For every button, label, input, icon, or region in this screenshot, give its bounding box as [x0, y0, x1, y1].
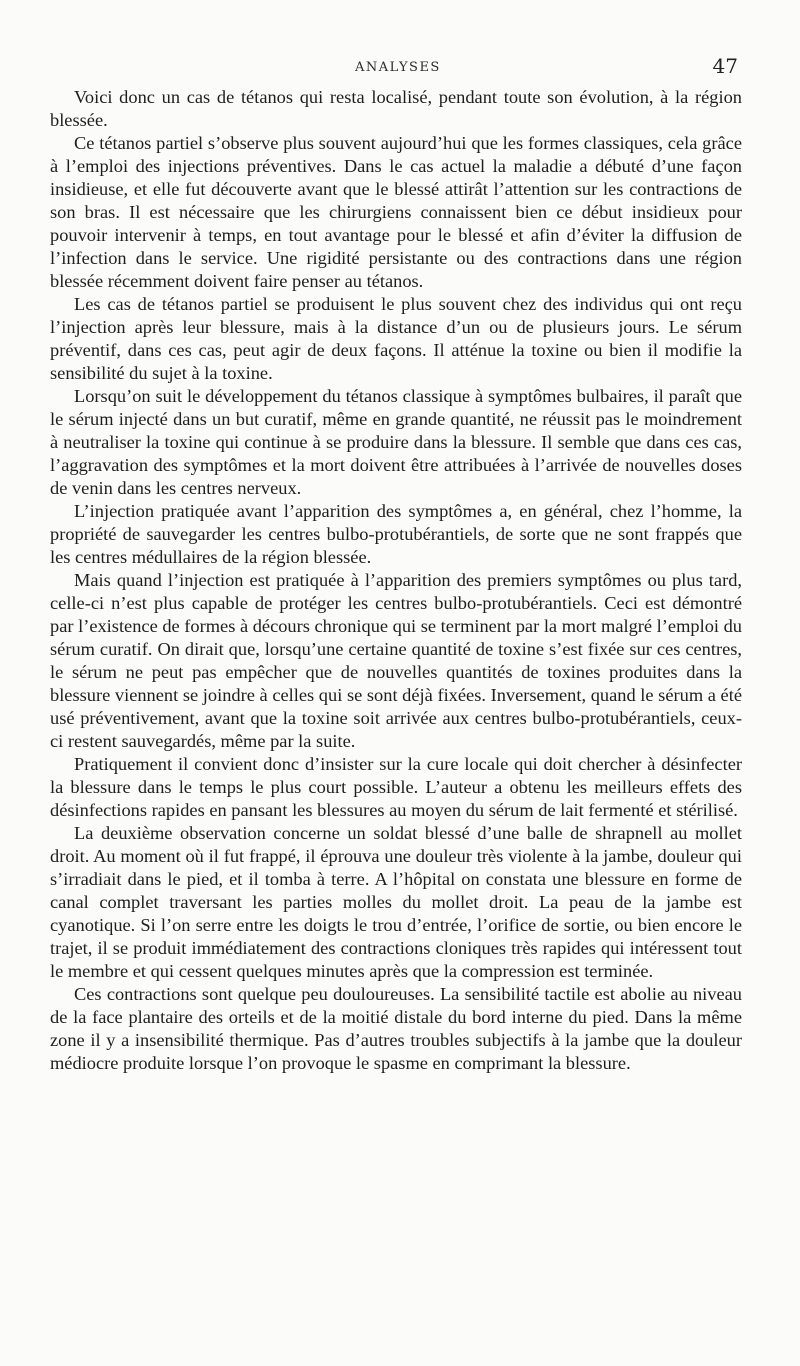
paragraph-2: Ce tétanos partiel s’observe plus souvent aujourd’hui que les formes classiques, cela grâce à l’emploi des injections préventives. Dans le cas actuel la maladie a débuté d’une façon insidieuse, et elle fut découverte avant que le blessé attirât l’attention sur les contractions de son bras. Il est nécessaire que les chirurgiens connaissent bien ce début insidieux pour pouvoir intervenir à temps, en tout avantage pour le blessé et afin d’éviter la diffusion de l’infection dans le service. Une rigidité persistante ou des contractions dans une région blessée récemment doivent faire penser au tétanos.: [50, 133, 742, 291]
paragraph-7: Pratiquement il convient donc d’insister sur la cure locale qui doit chercher à désinfecter la blessure dans le temps le plus court possible. L’auteur a obtenu les meilleurs effets des désinfections rapides en pansant les blessures au moyen du sérum de lait fermenté et stérilisé.: [50, 754, 742, 820]
paragraph-5: L’injection pratiquée avant l’apparition des symptômes a, en général, chez l’homme, la propriété de sauvegarder les centres bulbo-protubérantiels, de sorte que ne sont frappés que les centres médullaires de la région blessée.: [50, 501, 742, 567]
header-title: ANALYSES: [355, 60, 441, 75]
paragraph-1: Voici donc un cas de tétanos qui resta localisé, pendant toute son évolution, à la région blessée.: [50, 87, 742, 130]
paragraph-8: La deuxième observation concerne un soldat blessé d’une balle de shrapnell au mollet droit. Au moment où il fut frappé, il éprouva une douleur très violente à la jambe, douleur qui s’irradiait dans le pied, et il tomba à terre. A l’hôpital on constata une blessure en forme de canal complet traversant les parties molles du mollet droit. La peau de la jambe est cyanotique. Si l’on serre entre les doigts le trou d’entrée, l’orifice de sortie, ou bien encore le trajet, il se produit immédiatement des contractions cloniques très rapides qui intéressent tout le membre et qui cessent quelques minutes après que la compression est terminée.: [50, 823, 742, 981]
body-text: [50, 86, 742, 1075]
paragraph-4: Lorsqu’on suit le développement du tétanos classique à symptômes bulbaires, il paraît que le sérum injecté dans un but curatif, même en grande quantité, ne réussit pas le moindrement à neutraliser la toxine qui continue à se produire dans la blessure. Il semble que dans ces cas, l’aggravation des symptômes et la mort doivent être attribuées à l’arrivée de nouvelles doses de venin dans les centres nerveux.: [50, 386, 742, 498]
paragraph-9: Ces contractions sont quelque peu douloureuses. La sensibilité tactile est abolie au niveau de la face plantaire des orteils et de la moitié distale du bord interne du pied. Dans la même zone il y a insensibilité thermique. Pas d’autres troubles subjectifs à la jambe que la douleur médiocre produite lorsque l’on provoque le spasme en comprimant la blessure.: [50, 984, 742, 1073]
paragraph-3: Les cas de tétanos partiel se produisent le plus souvent chez des individus qui ont reçu l’injection après leur blessure, mais à la distance d’un ou de plusieurs jours. Le sérum préventif, dans ces cas, peut agir de deux façons. Il atténue la toxine ou bien il modifie la sensibilité du sujet à la toxine.: [50, 294, 742, 383]
paragraph-6: Mais quand l’injection est pratiquée à l’apparition des premiers symptômes ou plus tard, celle-ci n’est plus capable de protéger les centres bulbo-protubérantiels. Ceci est démontré par l’existence de formes à décours chronique qui se terminent par la mort malgré l’emploi du sérum curatif. On dirait que, lorsqu’une certaine quantité de toxine s’est fixée sur ces centres, le sérum ne peut pas empêcher que de nouvelles quantités de toxines produites dans la blessure viennent se joindre à celles qui se sont déjà fixées. Inversement, quand le sérum a été usé préventivement, avant que la toxine soit arrivée aux centres bulbo-protubérantiels, ceux-ci restent sauvegardés, même par la suite.: [50, 570, 742, 751]
page-number: 47: [712, 54, 738, 78]
running-head: [0, 52, 800, 82]
